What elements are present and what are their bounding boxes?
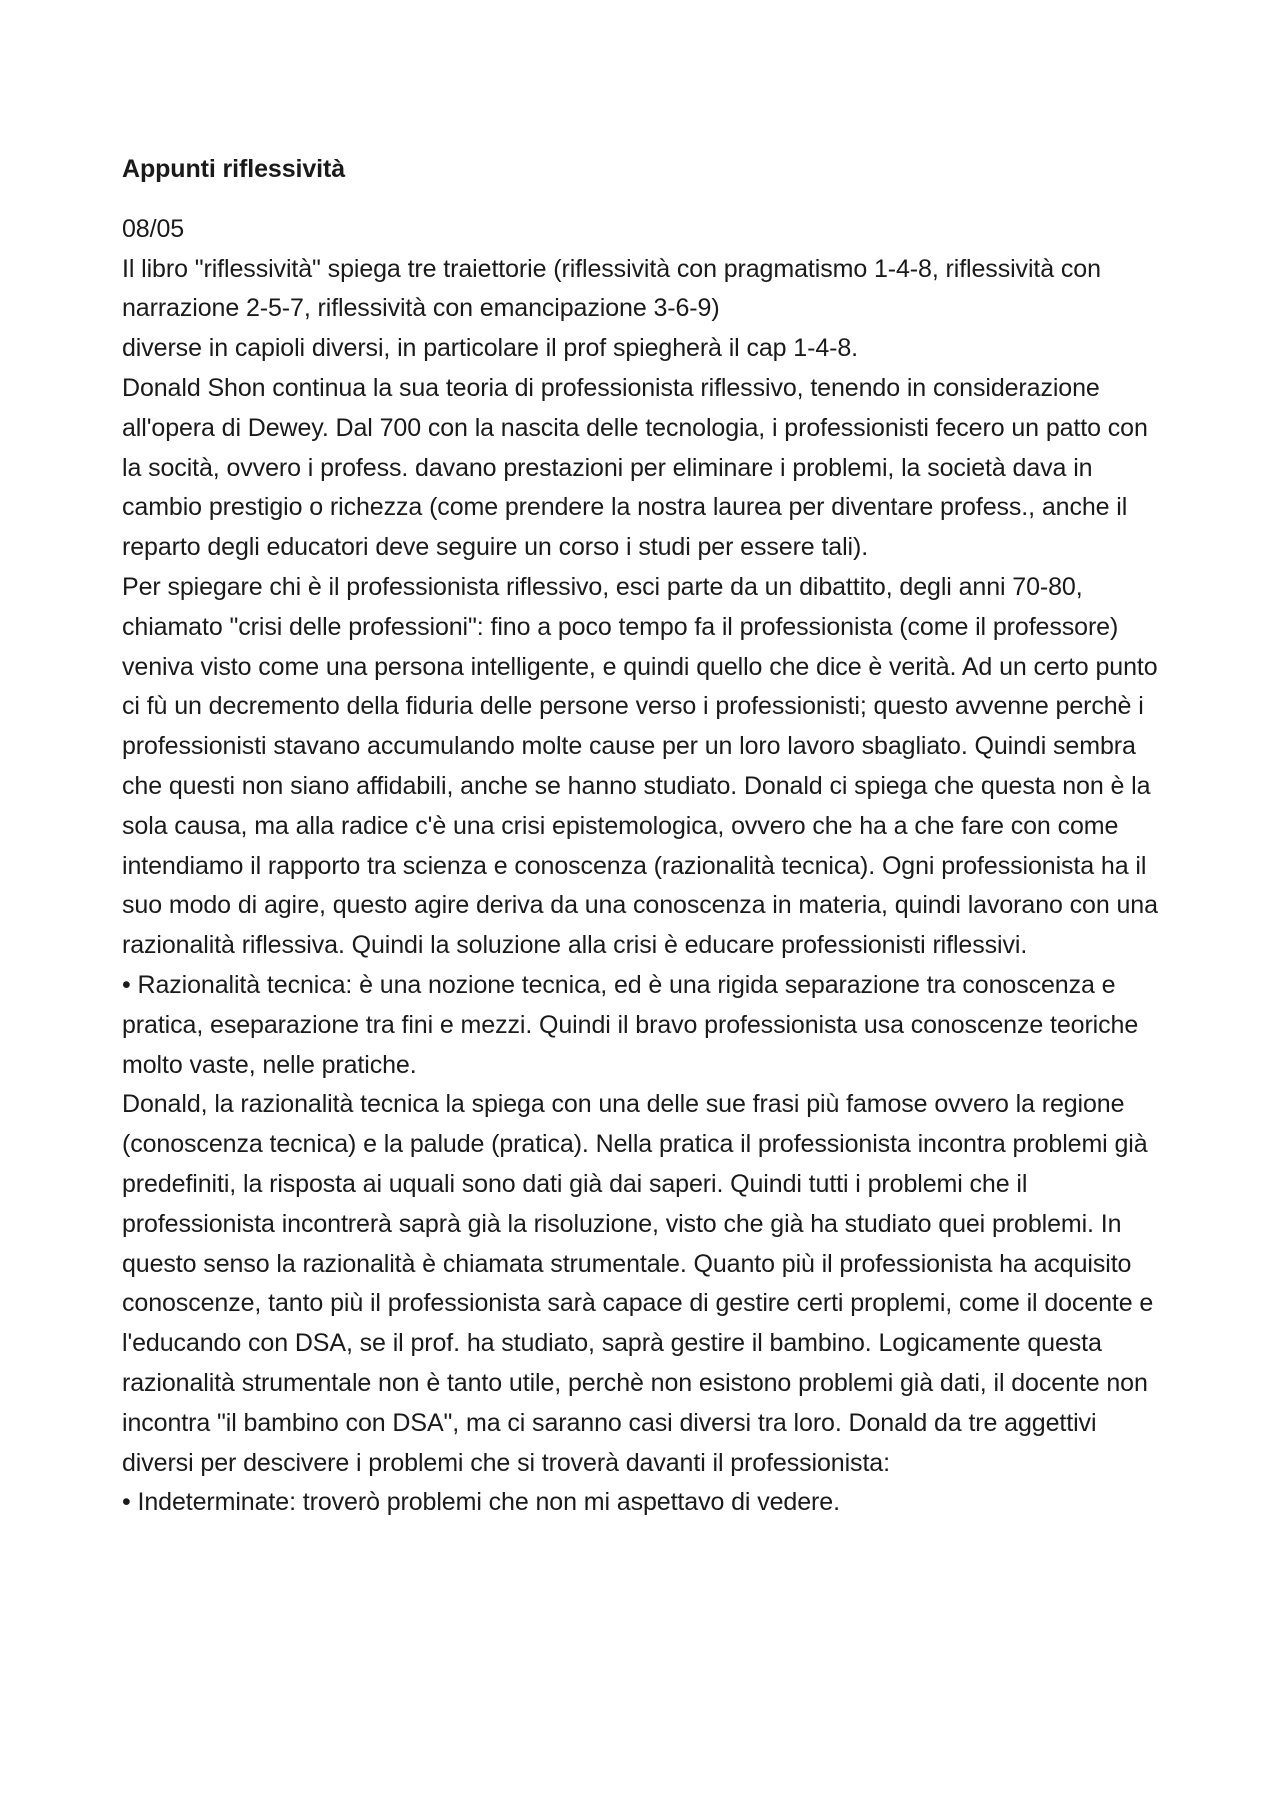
bullet-razionalita-tecnica: • Razionalità tecnica: è una nozione tecnica, ed è una rigida separazione tra conoscenza e pratica, eseparazione tra fini e mezzi. Quindi il bravo professionista usa conoscenze teoriche molto vaste, nelle pratiche. <box>122 970 1139 1079</box>
paragraph-crisi-professioni: Per spiegare chi è il professionista riflessivo, esci parte da un dibattito, degli anni 70-80, chiamato "crisi delle professioni": fino a poco tempo fa il professionista (come il professore) veniva visto come una persona intelligente, e quindi quello che dice è verità. Ad un certo punto ci fù un decremento della fiduria delle persone verso i professionisti; questo avvenne perchè i professionisti stavano accumulando molte cause per un loro lavoro sbagliato. Quindi sembra che questi non siano affidabili, anche se hanno studiato. Donald ci spiega che questa non è la sola causa, ma alla radice c'è una crisi epistemologica, ovvero che ha a che fare con come intendiamo il rapporto tra scienza e conoscenza (razionalità tecnica). Ogni professionista ha il suo modo di agire, questo agire deriva da una conoscenza in materia, quindi lavorano con una razionalità riflessiva. Quindi la soluzione alla crisi è educare professionisti riflessivi. <box>122 572 1158 960</box>
paragraph-traiettorie: Il libro "riflessività" spiega tre traiettorie (riflessività con pragmatismo 1-4-8, riflessività con narrazione 2-5-7, riflessività con emancipazione 3-6-9) <box>122 254 1101 323</box>
paragraph-regione-palude: Donald, la razionalità tecnica la spiega con una delle sue frasi più famose ovvero la regione (conoscenza tecnica) e la palude (pratica). Nella pratica il professionista incontra problemi già predefiniti, la risposta ai uquali sono dati già dai saperi. Quindi tutti i problemi che il professionista incontrerà saprà già la risoluzione, visto che già ha studiato quei problemi. In questo senso la razionalità è chiamata strumentale. Quanto più il professionista ha acquisito conoscenze, tanto più il professionista sarà capace di gestire certi proplemi, come il docente e l'educando con DSA, se il prof. ha studiato, saprà gestire il bambino. Logicamente questa razionalità strumentale non è tanto utile, perchè non esistono problemi già dati, il docente non incontra "il bambino con DSA", ma ci saranno casi diversi tra loro. Donald da tre aggettivi diversi per descivere i problemi che si troverà davanti il professionista: <box>122 1090 1154 1477</box>
document-body <box>122 150 1168 1523</box>
document-title: Appunti riflessività <box>122 155 346 183</box>
paragraph-capitoli: diverse in capioli diversi, in particolare il prof spiegherà il cap 1-4-8. <box>122 334 859 363</box>
paragraph-donald-shon: Donald Shon continua la sua teoria di professionista riflessivo, tenendo in considerazione all'opera di Dewey. Dal 700 con la nascita delle tecnologia, i professionisti fecero un patto con la socità, ovvero i profess. davano prestazioni per eliminare i problemi, la società dava in cambio prestigio o richezza (come prendere la nostra laurea per diventare profess., anche il reparto degli educatori deve seguire un corso i studi per essere tali). <box>122 373 1148 562</box>
note-date: 08/05 <box>122 214 185 243</box>
bullet-indeterminate: • Indeterminate: troverò problemi che non mi aspettavo di vedere. <box>122 1488 840 1517</box>
